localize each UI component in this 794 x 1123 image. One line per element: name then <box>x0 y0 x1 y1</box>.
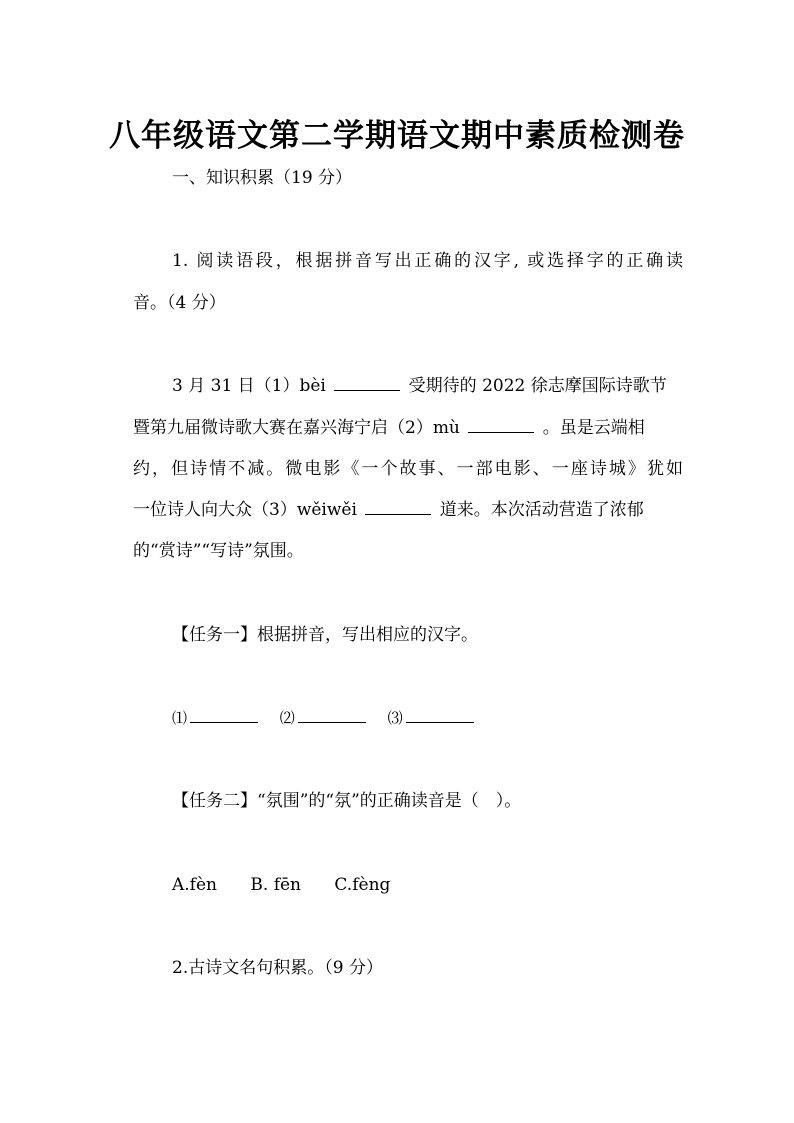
passage-line-5: 的“赏诗”“写诗”氛围。 <box>133 541 304 561</box>
answer-label-1: ⑴ <box>172 709 188 727</box>
section-heading: 一、知识积累（19 分） <box>172 168 353 188</box>
answer-label-3: ⑶ <box>387 709 403 727</box>
question-2-heading: 2.古诗文名句积累。（9 分） <box>172 958 383 978</box>
passage-line-2 <box>133 415 683 441</box>
option-c[interactable]: C.fèng <box>334 875 391 895</box>
question-1-line-2: 音。（4 分） <box>133 293 226 313</box>
task-1-prompt: 【任务一】根据拼音，写出相应的汉字。 <box>172 625 478 645</box>
answer-field-1[interactable] <box>190 706 258 723</box>
question-1-line-1: 1. 阅读语段，根据拼音写出正确的汉字, 或选择字的正确读 <box>172 251 683 271</box>
page-title: 八年级语文第二学期语文期中素质检测卷 <box>109 118 685 154</box>
task-1-answer-row <box>172 705 722 731</box>
passage-line-3: 约，但诗情不减。微电影《一个故事、一部电影、一座诗城》犹如 <box>133 459 683 479</box>
answer-blank-1[interactable] <box>334 374 400 391</box>
passage-text: 受期待的 2022 徐志摩国际诗歌节 <box>408 376 667 396</box>
answer-blank-2[interactable] <box>468 416 534 433</box>
option-a[interactable]: A.fèn <box>172 875 217 895</box>
passage-text: 暨第九届微诗歌大赛在嘉兴海宁启（2）mù <box>133 418 460 438</box>
passage-text: 。虽是云端相 <box>542 418 645 438</box>
answer-blank-3[interactable] <box>365 498 431 515</box>
passage-text: 3 月 31 日（1）bèi <box>172 376 326 396</box>
answer-label-2: ⑵ <box>279 709 295 727</box>
passage-text: 道来。本次活动营造了浓郁 <box>439 500 644 520</box>
answer-field-2[interactable] <box>298 706 366 723</box>
passage-line-4 <box>133 497 683 523</box>
task-2-options <box>172 872 722 898</box>
option-b[interactable]: B. fēn <box>250 875 301 895</box>
answer-field-3[interactable] <box>406 706 474 723</box>
task-2-prompt: 【任务二】“氛围”的“氛”的正确读音是（ ）。 <box>172 791 522 811</box>
passage-text: 一位诗人向大众（3）wěiwěi <box>133 500 357 520</box>
passage-line-1 <box>172 373 683 399</box>
